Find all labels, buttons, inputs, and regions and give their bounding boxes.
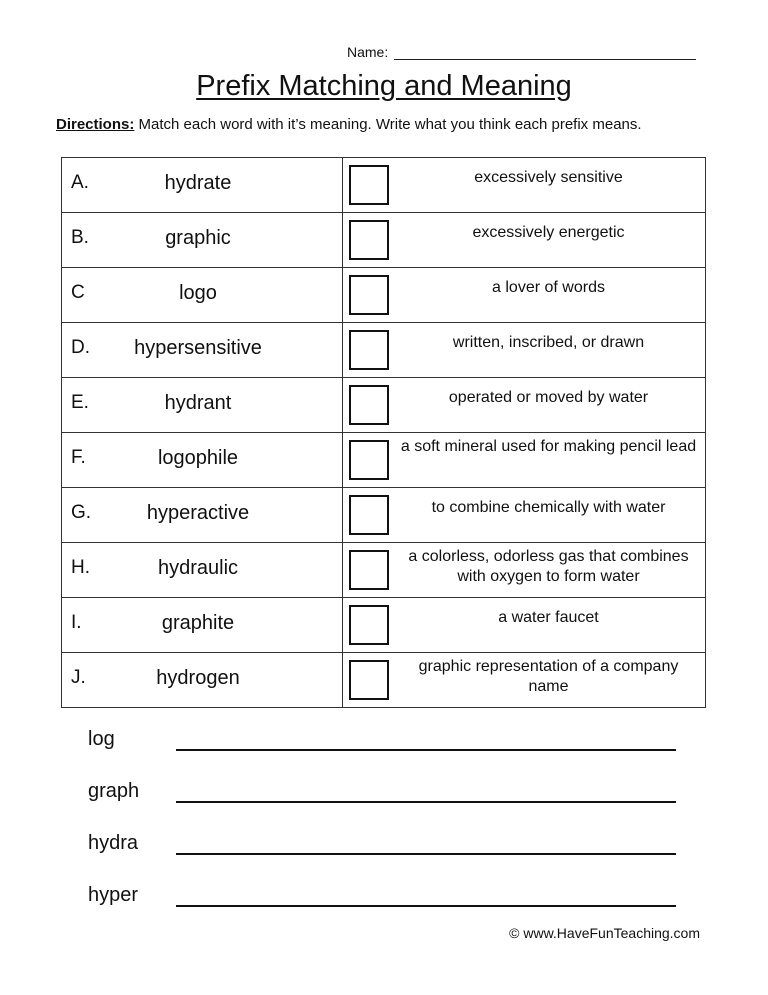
table-row [62,158,706,213]
row-word: logophile [157,447,239,469]
name-label: Name: [347,44,389,60]
answer-box[interactable] [349,385,389,425]
answer-box[interactable] [349,440,389,480]
answer-box[interactable] [349,495,389,535]
row-letter: G. [71,502,92,523]
row-word: hydrate [164,172,232,194]
answer-box[interactable] [349,330,389,370]
directions [56,116,642,133]
prefix-label: hyper [88,884,139,906]
prefix-label: graph [88,780,140,802]
prefix-row-graph [88,780,688,803]
row-word: graphite [161,612,235,634]
copyright-notice: © www.HaveFunTeaching.com [509,925,700,941]
row-word: hydraulic [157,557,239,579]
prefix-label: hydra [88,832,139,854]
row-meaning: a colorless, odorless gas that combines with oxygen to form water [408,548,689,585]
row-letter: F. [71,447,86,468]
row-letter: H. [71,557,90,578]
name-field [347,44,707,60]
row-word: hyperactive [146,502,250,524]
answer-box[interactable] [349,275,389,315]
table-row [62,543,706,598]
table-row [62,378,706,433]
row-meaning: a lover of words [492,279,605,296]
page-title: Prefix Matching and Meaning [196,70,572,102]
prefix-row-log [88,728,688,751]
table-row [62,433,706,488]
prefix-answer-line[interactable] [176,833,676,855]
prefix-row-hyper [88,884,688,907]
row-letter: A. [71,172,89,193]
prefix-label: log [88,728,115,750]
row-word: hypersensitive [134,337,262,359]
row-letter: B. [71,227,89,248]
name-blank-line[interactable] [394,45,696,60]
prefix-answer-line[interactable] [176,781,676,803]
row-letter: I. [71,612,82,633]
answer-box[interactable] [349,660,389,700]
directions-text: Match each word with it’s meaning. Write what you think each prefix means. [138,116,642,133]
row-letter: J. [71,667,86,688]
row-word: logo [179,282,217,304]
row-word: hydrogen [156,667,240,689]
table-row [62,488,706,543]
row-word: hydrant [164,392,232,414]
table-row [62,653,706,708]
matching-table [61,157,706,708]
row-word: graphic [165,227,231,249]
table-row [62,268,706,323]
row-letter: C [71,282,85,303]
row-meaning: to combine chemically with water [431,499,666,516]
prefix-row-hydra [88,832,688,855]
prefix-answer-line[interactable] [176,885,676,907]
prefix-answer-line[interactable] [176,729,676,751]
row-letter: D. [71,337,90,358]
row-meaning: excessively sensitive [474,169,623,186]
row-meaning: a soft mineral used for making pencil lead [400,438,697,455]
answer-box[interactable] [349,605,389,645]
table-row [62,323,706,378]
table-row [62,213,706,268]
answer-box[interactable] [349,550,389,590]
row-meaning: a water faucet [498,609,599,626]
row-meaning: written, inscribed, or drawn [452,334,645,351]
row-meaning: operated or moved by water [448,389,649,406]
directions-label: Directions: [56,116,135,133]
row-meaning: graphic representation of a company name [418,658,679,695]
table-row [62,598,706,653]
row-meaning: excessively energetic [472,224,625,241]
row-letter: E. [71,392,89,413]
answer-box[interactable] [349,220,389,260]
answer-box[interactable] [349,165,389,205]
